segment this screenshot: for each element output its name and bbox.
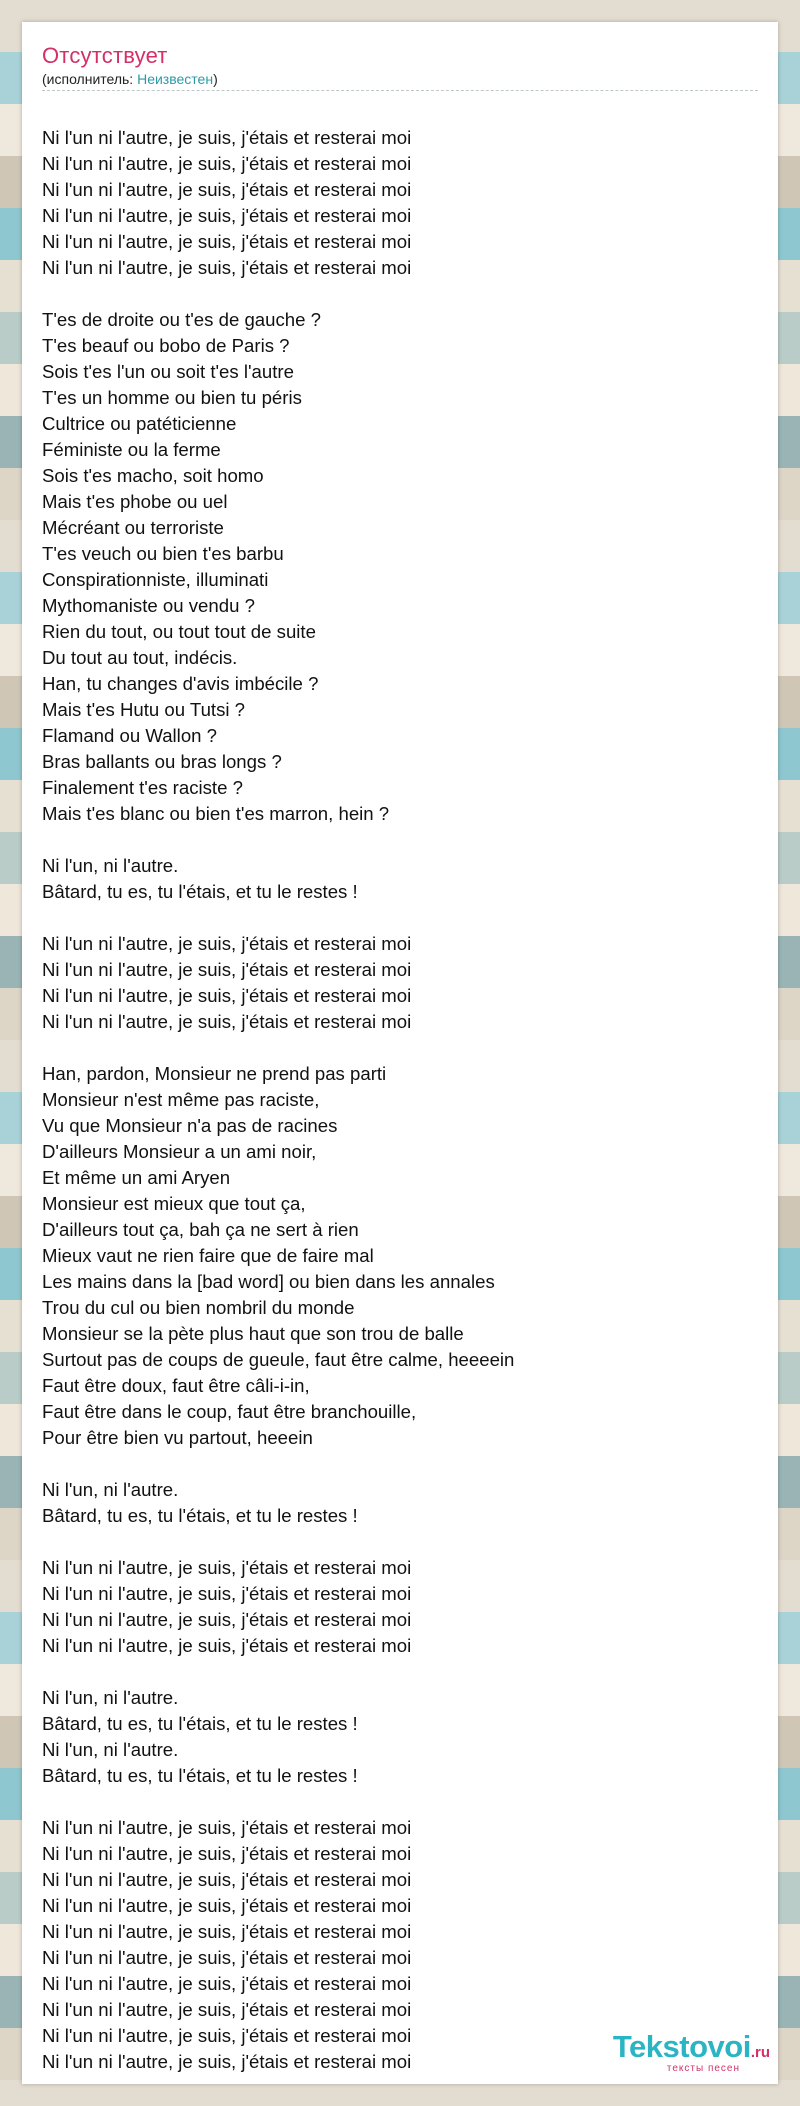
lyric-line: Ni l'un ni l'autre, je suis, j'étais et resterai moi [42, 1817, 412, 1838]
stanza-break [42, 1659, 758, 1685]
artist-suffix: ) [213, 71, 218, 87]
lyric-line: Ni l'un ni l'autre, je suis, j'étais et resterai moi [42, 1921, 412, 1942]
lyric-line: Sois t'es macho, soit homo [42, 465, 264, 486]
lyric-line: Rien du tout, ou tout tout de suite [42, 621, 316, 642]
lyric-line: Ni l'un ni l'autre, je suis, j'étais et resterai moi [42, 1011, 412, 1032]
lyric-line: Monsieur est mieux que tout ça, [42, 1193, 306, 1214]
lyric-line: T'es un homme ou bien tu péris [42, 387, 302, 408]
lyric-line: T'es beauf ou bobo de Paris ? [42, 335, 290, 356]
lyric-line: Cultrice ou patéticienne [42, 413, 237, 434]
lyric-line: Ni l'un ni l'autre, je suis, j'étais et resterai moi [42, 1895, 412, 1916]
lyric-line: Ni l'un ni l'autre, je suis, j'étais et resterai moi [42, 1609, 412, 1630]
lyric-line: Surtout pas de coups de gueule, faut être calme, heeeein [42, 1349, 515, 1370]
lyric-line: Ni l'un ni l'autre, je suis, j'étais et resterai moi [42, 2051, 412, 2072]
lyric-line: Han, tu changes d'avis imbécile ? [42, 673, 319, 694]
lyric-line: Mais t'es Hutu ou Tutsi ? [42, 699, 246, 720]
lyric-line: Ni l'un ni l'autre, je suis, j'étais et resterai moi [42, 959, 412, 980]
lyric-line: Ni l'un ni l'autre, je suis, j'étais et resterai moi [42, 933, 412, 954]
lyric-line: Ni l'un ni l'autre, je suis, j'étais et resterai moi [42, 1973, 412, 1994]
lyric-line: Mieux vaut ne rien faire que de faire mal [42, 1245, 374, 1266]
song-title: Отсутствует [42, 43, 168, 68]
lyric-line: T'es de droite ou t'es de gauche ? [42, 309, 321, 330]
lyric-line: Vu que Monsieur n'a pas de racines [42, 1115, 338, 1136]
stanza-break [42, 905, 758, 931]
song-header [42, 42, 758, 91]
lyric-line: Et même un ami Aryen [42, 1167, 231, 1188]
lyric-line: Ni l'un, ni l'autre. [42, 1479, 179, 1500]
lyric-line: Bâtard, tu es, tu l'étais, et tu le restes ! [42, 1505, 358, 1526]
lyric-line: Monsieur n'est même pas raciste, [42, 1089, 320, 1110]
lyric-line: Ni l'un ni l'autre, je suis, j'étais et resterai moi [42, 127, 412, 148]
lyric-line: Trou du cul ou bien nombril du monde [42, 1297, 355, 1318]
lyric-line: Bras ballants ou bras longs ? [42, 751, 282, 772]
lyric-line: Finalement t'es raciste ? [42, 777, 243, 798]
lyric-line: Ni l'un ni l'autre, je suis, j'étais et resterai moi [42, 1635, 412, 1656]
lyric-line: Sois t'es l'un ou soit t'es l'autre [42, 361, 294, 382]
stanza-break [42, 1451, 758, 1477]
stanza-break [42, 1035, 758, 1061]
logo-tagline: тексты песен [666, 2063, 740, 2074]
stanza-break [42, 1529, 758, 1555]
lyric-line: Mythomaniste ou vendu ? [42, 595, 255, 616]
lyric-line: Ni l'un ni l'autre, je suis, j'étais et resterai moi [42, 1869, 412, 1890]
lyric-line: Ni l'un ni l'autre, je suis, j'étais et resterai moi [42, 1557, 412, 1578]
lyric-line: Féministe ou la ferme [42, 439, 221, 460]
logo-tld: .ru [750, 2044, 770, 2061]
lyrics-card [22, 22, 778, 2084]
lyric-line: Mais t'es blanc ou bien t'es marron, hein ? [42, 803, 390, 824]
lyrics-text [42, 125, 758, 2075]
lyric-line: Mais t'es phobe ou uel [42, 491, 228, 512]
lyric-line: Ni l'un ni l'autre, je suis, j'étais et resterai moi [42, 2025, 412, 2046]
lyric-line: Ni l'un ni l'autre, je suis, j'étais et resterai moi [42, 205, 412, 226]
lyric-line: Ni l'un, ni l'autre. [42, 1739, 179, 1760]
lyric-line: Ni l'un, ni l'autre. [42, 855, 179, 876]
artist-line [42, 70, 758, 88]
lyric-line: Du tout au tout, indécis. [42, 647, 238, 668]
lyric-line: Ni l'un ni l'autre, je suis, j'étais et resterai moi [42, 153, 412, 174]
artist-prefix: (исполнитель: [42, 71, 138, 87]
lyric-line: Ni l'un ni l'autre, je suis, j'étais et resterai moi [42, 1947, 412, 1968]
lyric-line: Ni l'un ni l'autre, je suis, j'étais et resterai moi [42, 179, 412, 200]
artist-link[interactable]: Неизвестен [137, 71, 214, 87]
lyric-line: Ni l'un ni l'autre, je suis, j'étais et resterai moi [42, 1999, 412, 2020]
lyric-line: Les mains dans la [bad word] ou bien dans les annales [42, 1271, 495, 1292]
lyric-line: Bâtard, tu es, tu l'étais, et tu le restes ! [42, 1713, 358, 1734]
lyric-line: Bâtard, tu es, tu l'étais, et tu le restes ! [42, 881, 358, 902]
lyric-line: Ni l'un ni l'autre, je suis, j'étais et resterai moi [42, 1843, 412, 1864]
lyric-line: Monsieur se la pète plus haut que son trou de balle [42, 1323, 464, 1344]
lyric-line: T'es veuch ou bien t'es barbu [42, 543, 284, 564]
lyric-line: Ni l'un, ni l'autre. [42, 1687, 179, 1708]
lyric-line: Faut être doux, faut être câli-i-in, [42, 1375, 310, 1396]
lyric-line: Ni l'un ni l'autre, je suis, j'étais et resterai moi [42, 1583, 412, 1604]
lyric-line: Bâtard, tu es, tu l'étais, et tu le restes ! [42, 1765, 358, 1786]
lyric-line: Conspirationniste, illuminati [42, 569, 269, 590]
lyric-line: D'ailleurs tout ça, bah ça ne sert à rien [42, 1219, 359, 1240]
stanza-break [42, 281, 758, 307]
logo-name: Tekstovoi [612, 2029, 751, 2064]
lyric-line: Ni l'un ni l'autre, je suis, j'étais et resterai moi [42, 985, 412, 1006]
lyric-line: Ni l'un ni l'autre, je suis, j'étais et resterai moi [42, 257, 412, 278]
lyric-line: Pour être bien vu partout, heeein [42, 1427, 313, 1448]
stanza-break [42, 827, 758, 853]
lyric-line: Han, pardon, Monsieur ne prend pas parti [42, 1063, 387, 1084]
lyric-line: Faut être dans le coup, faut être branchouille, [42, 1401, 417, 1422]
stanza-break [42, 1789, 758, 1815]
lyric-line: Mécréant ou terroriste [42, 517, 224, 538]
site-logo[interactable] [550, 2031, 770, 2074]
lyric-line: Flamand ou Wallon ? [42, 725, 218, 746]
lyric-line: Ni l'un ni l'autre, je suis, j'étais et resterai moi [42, 231, 412, 252]
lyric-line: D'ailleurs Monsieur a un ami noir, [42, 1141, 317, 1162]
